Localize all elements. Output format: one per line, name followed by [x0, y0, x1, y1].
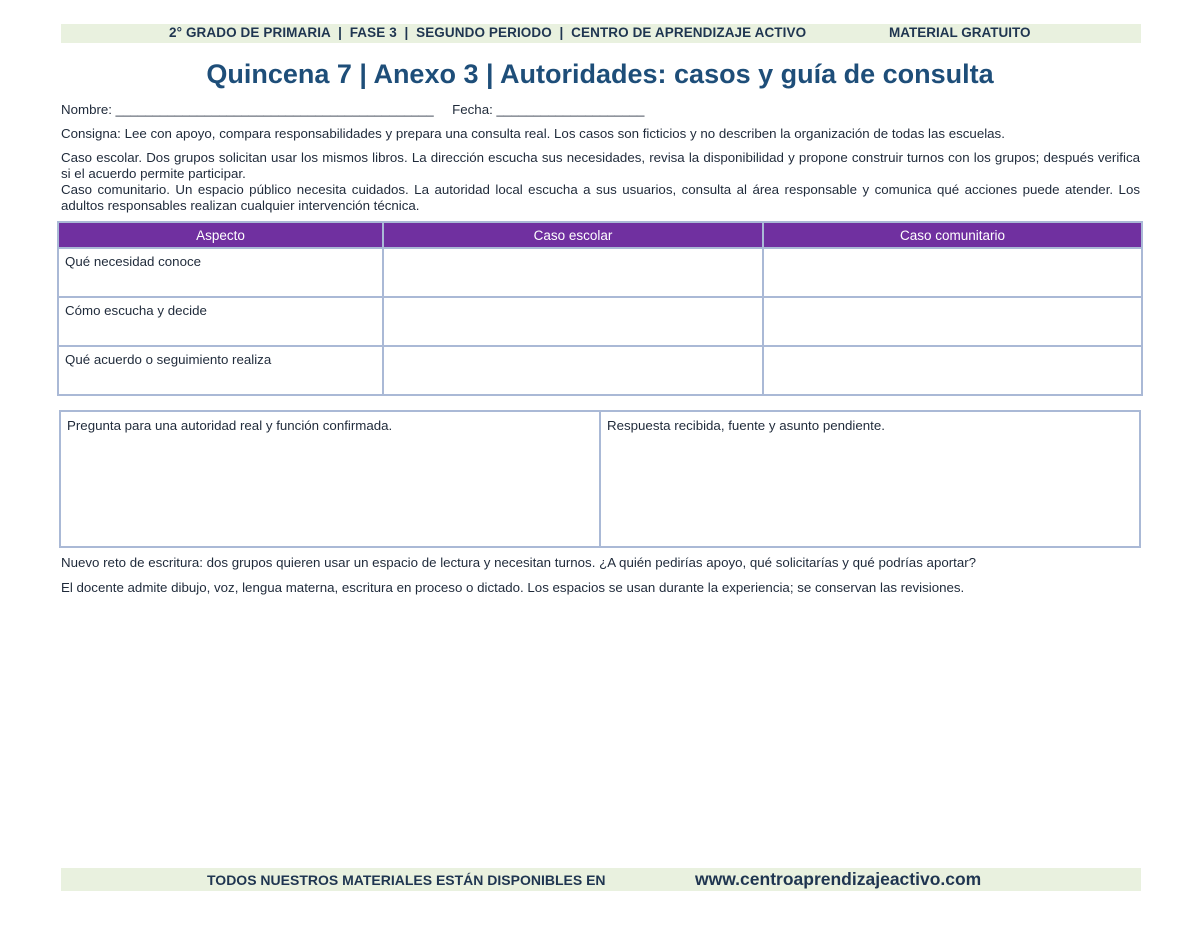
footer-band: [61, 868, 1141, 891]
footer-lead-text: TODOS NUESTROS MATERIALES ESTÁN DISPONIBLES EN: [207, 872, 606, 888]
footer-website-link[interactable]: www.centroaprendizajeactivo.com: [695, 869, 982, 889]
row-label: Qué acuerdo o seguimiento realiza: [58, 346, 383, 395]
header-community-case: Caso comunitario: [763, 222, 1142, 248]
comparison-table: [57, 221, 1143, 396]
consultation-boxes: [59, 410, 1141, 548]
teacher-note-text: El docente admite dibujo, voz, lengua materna, escritura en proceso o dictado. Los espacios se usan durante la experiencia; se conservan las revisiones.: [61, 580, 965, 595]
school-case-cell[interactable]: [383, 297, 763, 346]
row-label: Qué necesidad conoce: [58, 248, 383, 297]
instructions-text: Consigna: Lee con apoyo, compara responsabilidades y prepara una consulta real. Los casos son ficticios y no describen la organización de todas las escuelas.: [61, 126, 1005, 141]
answer-box-label: Respuesta recibida, fuente y asunto pendiente.: [607, 418, 885, 433]
student-name-date-line: Nombre: ___________________________________________ Fecha: ____________________: [61, 102, 645, 117]
school-case-text: Caso escolar. Dos grupos solicitan usar los mismos libros. La dirección escucha sus necesidades, revisa la disponibilidad y propone construir turnos con los grupos; después verifica si el acuerdo permite participar.: [61, 150, 1140, 181]
community-case-cell[interactable]: [763, 346, 1142, 395]
answer-box[interactable]: [601, 412, 1139, 546]
question-box[interactable]: [61, 412, 601, 546]
table-header-row: [58, 222, 1142, 248]
table-row: [58, 297, 1142, 346]
community-case-cell[interactable]: [763, 297, 1142, 346]
table-row: [58, 346, 1142, 395]
header-school-case: Caso escolar: [383, 222, 763, 248]
page-title: Quincena 7 | Anexo 3 | Autoridades: casos y guía de consulta: [206, 59, 994, 89]
row-label: Cómo escucha y decide: [58, 297, 383, 346]
header-band: [61, 24, 1141, 43]
header-grade-info: 2° GRADO DE PRIMARIA | FASE 3 | SEGUNDO PERIODO | CENTRO DE APRENDIZAJE ACTIVO: [169, 25, 807, 40]
header-aspect: Aspecto: [58, 222, 383, 248]
writing-challenge-text: Nuevo reto de escritura: dos grupos quieren usar un espacio de lectura y necesitan turnos. ¿A quién pedirías apoyo, qué solicitarías y qué podrías aportar?: [61, 555, 977, 570]
header-free-material: MATERIAL GRATUITO: [889, 25, 1031, 40]
school-case-cell[interactable]: [383, 248, 763, 297]
community-case-cell[interactable]: [763, 248, 1142, 297]
table-row: [58, 248, 1142, 297]
school-case-cell[interactable]: [383, 346, 763, 395]
question-box-label: Pregunta para una autoridad real y función confirmada.: [67, 418, 393, 433]
community-case-text: Caso comunitario. Un espacio público necesita cuidados. La autoridad local escucha a sus usuarios, consulta al área responsable y comunica qué acciones puede atender. Los adultos responsables realizan cualquier intervención técnica.: [61, 182, 1140, 213]
